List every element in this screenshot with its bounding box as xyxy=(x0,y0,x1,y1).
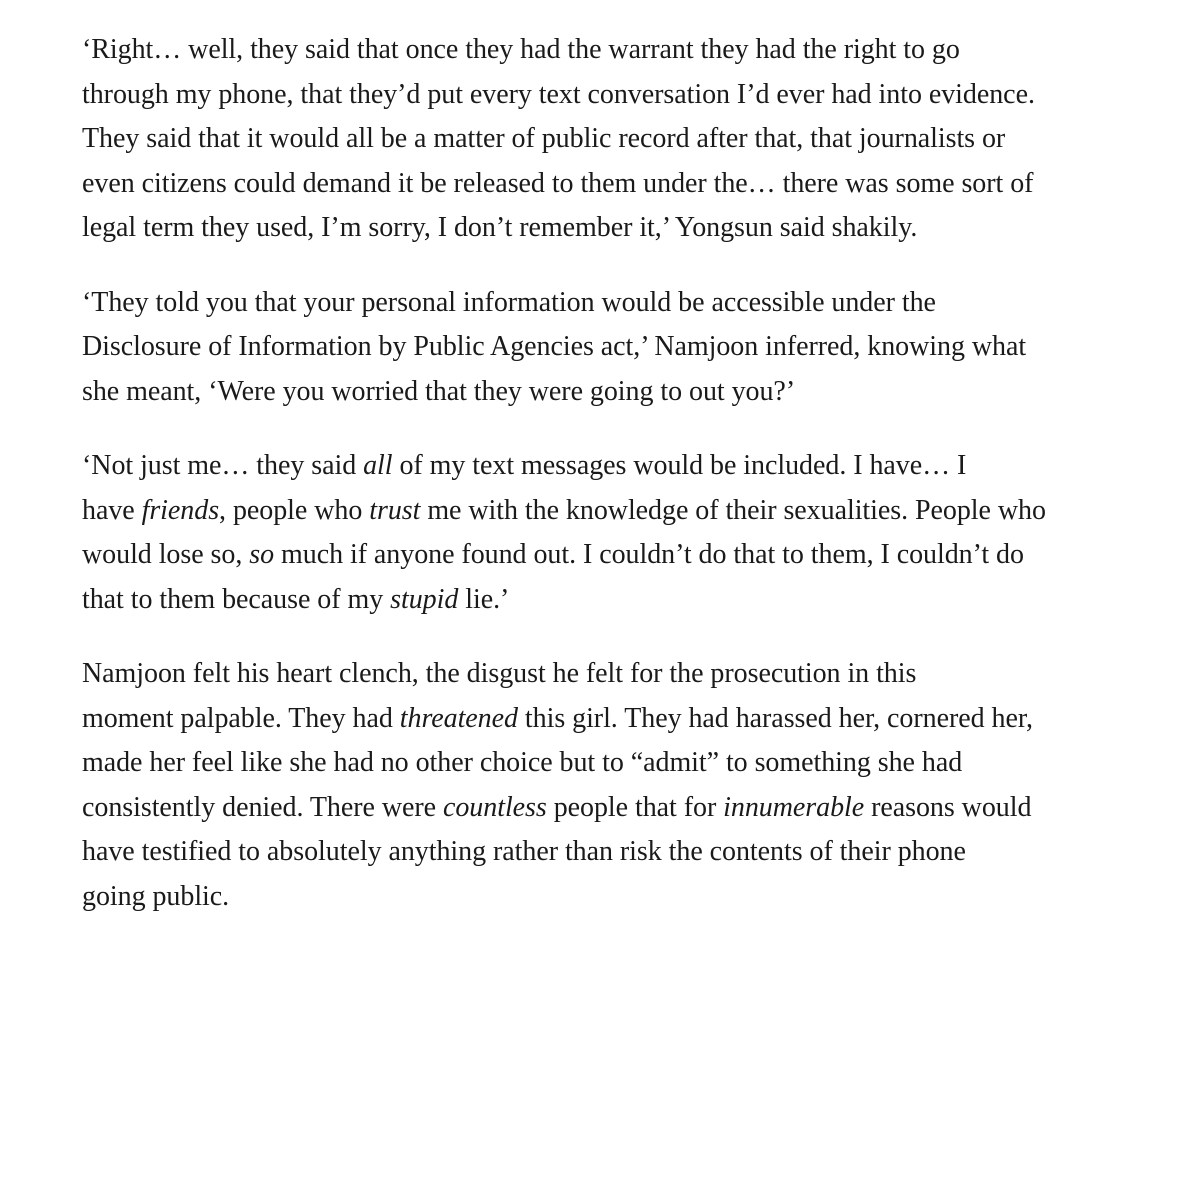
text-run: They said that it would all be a matter of public record after that, that journalists or xyxy=(82,123,1006,154)
text-run: , people who xyxy=(219,494,370,526)
text-run: have xyxy=(82,494,142,526)
text-run: she meant, ‘Were you worried that they were going to out you?’ xyxy=(82,375,796,407)
text-run: moment palpable. They had xyxy=(82,702,400,734)
text-run: lie.’ xyxy=(458,583,510,615)
text-run: made her feel like she had no other choice but to “admit” to something she had xyxy=(82,747,963,778)
text-run: have testified to absolutely anything rather than risk the contents of their phone xyxy=(82,836,966,867)
italic-text: friends xyxy=(141,494,220,526)
text-line xyxy=(45,875,1170,920)
text-line xyxy=(45,28,1170,73)
text-line xyxy=(45,578,1170,623)
paragraph xyxy=(45,28,1170,251)
text-run: that to them because of my xyxy=(82,583,391,615)
text-run: much if anyone found out. I couldn’t do that to them, I couldn’t do xyxy=(274,539,1024,570)
text-line xyxy=(45,489,1170,534)
text-run: people that for xyxy=(546,791,724,823)
text-line xyxy=(45,73,1170,118)
text-line xyxy=(45,697,1170,742)
text-line xyxy=(45,786,1170,831)
text-run: ‘They told you that your personal information would be accessible under the xyxy=(82,286,936,318)
story-text xyxy=(45,28,1170,919)
text-run: Namjoon felt his heart clench, the disgust he felt for the prosecution in this xyxy=(82,658,917,689)
text-line xyxy=(45,162,1170,207)
text-line xyxy=(45,206,1170,251)
italic-text: countless xyxy=(442,791,547,823)
text-run: consistently denied. There were xyxy=(82,791,443,823)
paragraph xyxy=(45,444,1170,622)
text-run: this girl. They had harassed her, cornered her, xyxy=(517,702,1033,734)
italic-text: trust xyxy=(369,494,421,526)
text-run: would lose so, xyxy=(82,539,250,570)
text-run: going public. xyxy=(82,880,230,912)
text-line xyxy=(45,444,1170,489)
text-line xyxy=(45,370,1170,415)
text-line xyxy=(45,533,1170,578)
text-run: legal term they used, I’m sorry, I don’t remember it,’ Yongsun said shakily. xyxy=(82,212,918,243)
text-line xyxy=(45,830,1170,875)
text-line xyxy=(45,741,1170,786)
text-run: Disclosure of Information by Public Agencies act,’ Namjoon inferred, knowing what xyxy=(82,331,1027,362)
italic-text: innumerable xyxy=(723,791,865,823)
text-line xyxy=(45,325,1170,370)
text-line xyxy=(45,652,1170,697)
text-run: me with the knowledge of their sexualities. People who xyxy=(420,494,1046,526)
italic-text: stupid xyxy=(390,583,459,615)
text-line xyxy=(45,281,1170,326)
paragraph xyxy=(45,281,1170,415)
italic-text: so xyxy=(249,539,275,570)
text-run: through my phone, that they’d put every text conversation I’d ever had into evidence. xyxy=(82,78,1035,110)
text-line xyxy=(45,117,1170,162)
text-run: of my text messages would be included. I have… I xyxy=(392,450,967,481)
italic-text: threatened xyxy=(399,702,518,734)
text-run: ‘Right… well, they said that once they had the warrant they had the right to go xyxy=(82,34,960,65)
paragraph xyxy=(45,652,1170,919)
text-run: ‘Not just me… they said xyxy=(82,450,364,481)
italic-text: all xyxy=(363,450,393,481)
text-run: reasons would xyxy=(864,791,1032,823)
text-run: even citizens could demand it be released to them under the… there was some sort of xyxy=(82,167,1034,199)
